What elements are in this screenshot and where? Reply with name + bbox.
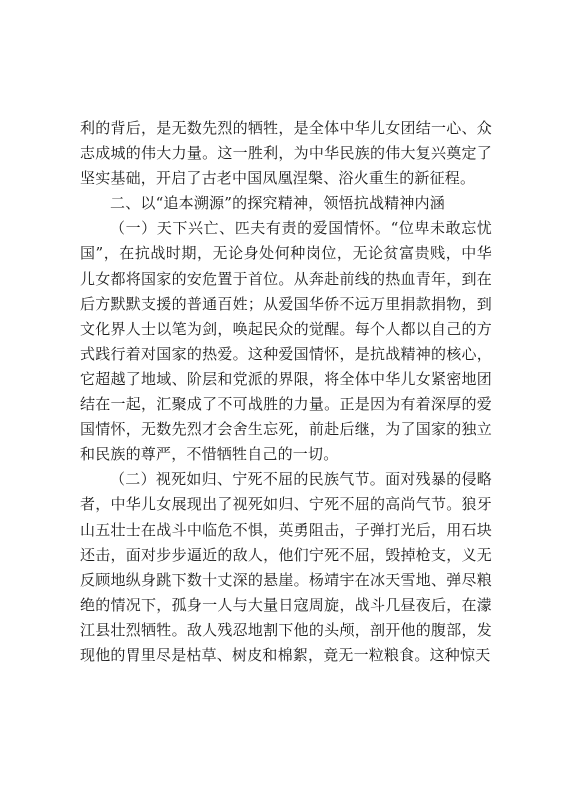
paragraph-national-integrity: （二）视死如归、宁死不屈的民族气节。面对残暴的侵略者，中华儿女展现出了视死如归、宁死不屈的高尚气节。狼牙山五壮士在战斗中临危不惧，英勇阻击，子弹打光后，用石块还击，面对步步逼近的敌人，他们宁死不屈，毁掉枪支，义无反顾地纵身跳下数十丈深的悬崖。杨靖宇在冰天雪地、弹尽粮绝的情况下，孤身一人与大量日寇周旋，战斗几昼夜后，在濛江县壮烈牺牲。敌人残忍地割下他的头颅，剖开他的腹部，发现他的胃里尽是枯草、树皮和棉絮，竟无一粒粮食。这种惊天 <box>80 470 492 664</box>
paragraph-patriotism: （一）天下兴亡、匹夫有责的爱国情怀。“位卑未敢忘忧国”，在抗战时期，无论身处何种岗位，无论贫富贵贱，中华儿女都将国家的安危置于首位。从奔赴前线的热血青年，到在后方默默支援的普通百姓；从爱国华侨不远万里捐款捐物，到文化界人士以笔为剑，唤起民众的觉醒。每个人都以自己的方式践行着对国家的热爱。这种爱国情怀，是抗战精神的核心，它超越了地域、阶层和党派的界限，将全体中华儿女紧密地团结在一起，汇聚成了不可战胜的力量。正是因为有着深厚的爱国情怀，无数先烈才会舍生忘死，前赴后继，为了国家的独立和民族的尊严，不惜牺牲自己的一切。 <box>80 219 492 464</box>
paragraph-continuation: 利的背后，是无数先烈的牺牲，是全体中华儿女团结一心、众志成城的伟大力量。这一胜利，为中华民族的伟大复兴奠定了坚实基础，开启了古老中国凤凰涅槃、浴火重生的新征程。 <box>80 119 492 188</box>
document-body <box>80 116 492 668</box>
section-heading: 二、以“追本溯源”的探究精神，领悟抗战精神内涵 <box>110 194 445 213</box>
